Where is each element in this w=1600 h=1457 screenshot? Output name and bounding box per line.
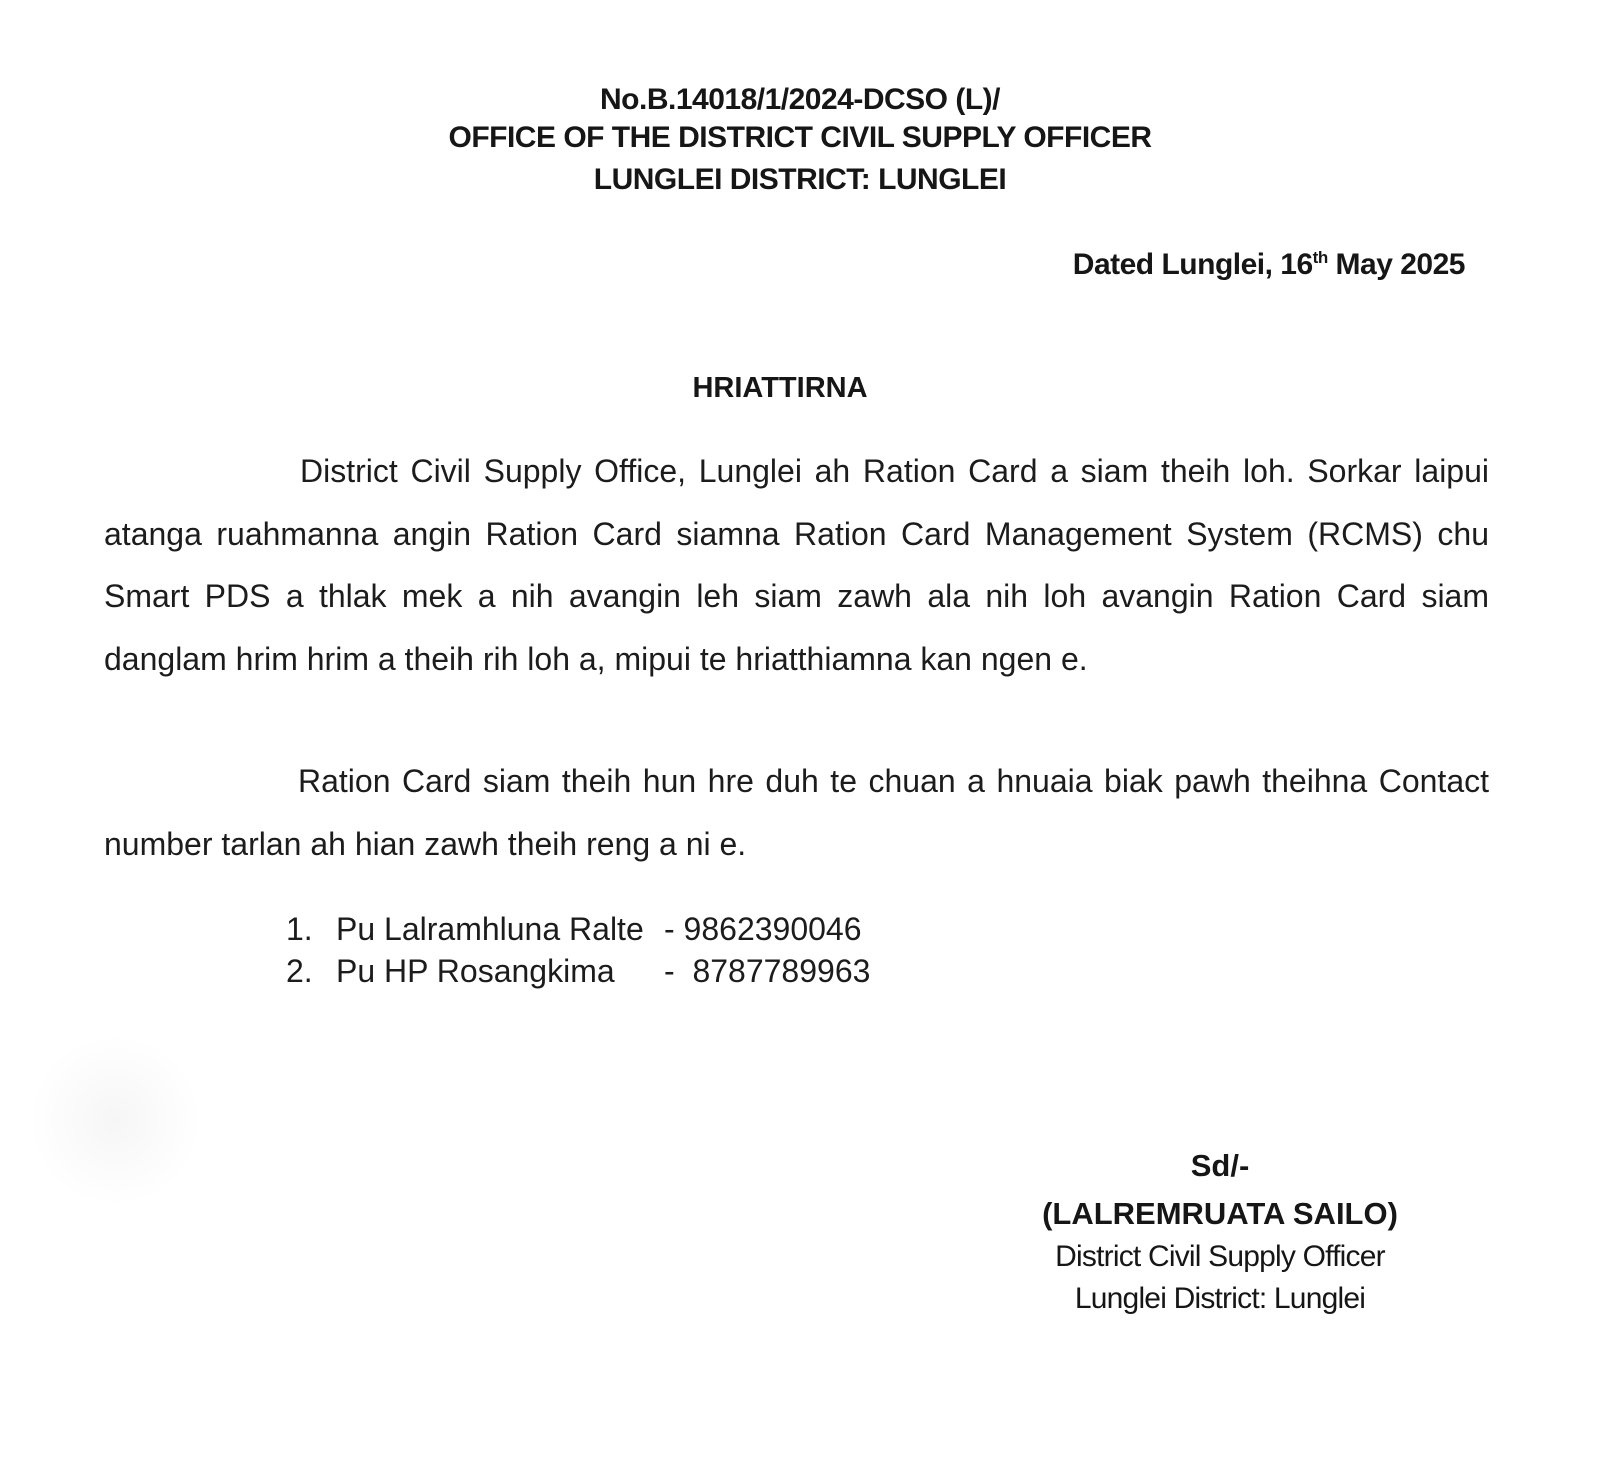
date-ordinal-suffix: th [1312, 248, 1328, 267]
contact-phone: - 8787789963 [664, 953, 871, 989]
signatory-name: (LALREMRUATA SAILO) [1042, 1196, 1398, 1231]
contact-name: Pu HP Rosangkima [336, 953, 615, 989]
contact-phone: - 9862390046 [664, 911, 862, 947]
contact-item [286, 908, 870, 950]
scan-smudge [30, 1030, 200, 1210]
date-line [1073, 248, 1465, 282]
signatory-place: Lunglei District: Lunglei [1074, 1282, 1366, 1315]
contact-name: Pu Lalramhluna Ralte [336, 911, 644, 947]
contact-item [286, 950, 870, 992]
signature-sd: Sd/- [1190, 1148, 1250, 1183]
contact-list [286, 908, 870, 992]
paragraph-2: Ration Card siam theih hun hre duh te chuan a hnuaia biak pawh theihna Contact number tarlan ah hian zawh theih reng a ni e. [104, 763, 1489, 862]
paragraph-1: District Civil Supply Office, Lunglei ah Ration Card a siam theih loh. Sorkar laipui atanga ruahmanna angin Ration Card siamna Ration Card Management System (RCMS) chu Smart PDS a thlak mek a nih avangin leh siam zawh ala nih loh avangin Ration Card siam danglam hrim hrim a theih rih loh a, mipui te hriatthiamna kan ngen e. [104, 453, 1489, 677]
contact-number-index: 1. [286, 911, 313, 947]
signatory-designation: District Civil Supply Officer [1055, 1240, 1385, 1273]
date-prefix: Dated Lunglei, 16 [1072, 248, 1313, 281]
district-heading: LUNGLEI DISTRICT: LUNGLEI [593, 163, 1007, 196]
contact-number-index: 2. [286, 953, 313, 989]
notice-title: HRIATTIRNA [692, 372, 868, 404]
reference-number: No.B.14018/1/2024-DCSO (L)/ [600, 83, 1000, 116]
office-heading: OFFICE OF THE DISTRICT CIVIL SUPPLY OFFICER [448, 121, 1152, 154]
date-rest: May 2025 [1327, 248, 1465, 281]
